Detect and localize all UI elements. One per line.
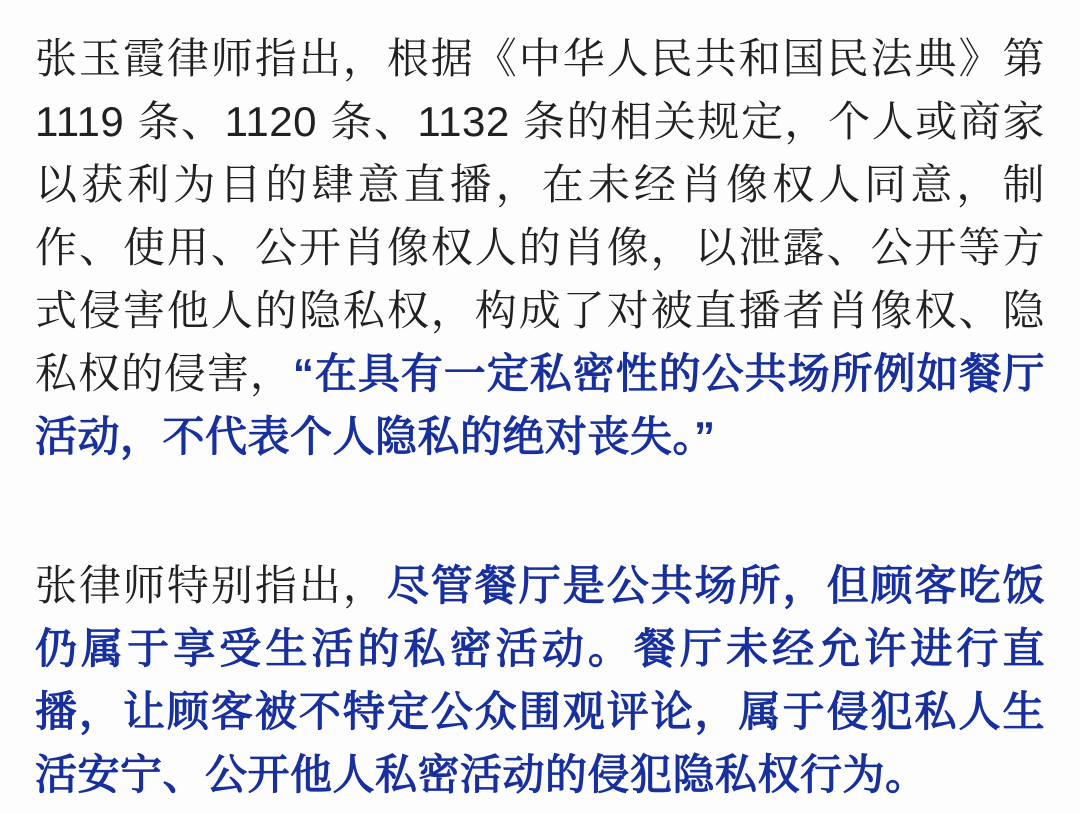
- paragraph-1-quoted-emphasis: “在具有一定私密性的公共场所例如餐厅活动，不代表个人隐私的绝对丧失。”: [35, 350, 1045, 460]
- paragraph-lawyer-opinion: [35, 554, 1045, 806]
- paragraph-1-plain-text: 张玉霞律师指出，根据《中华人民共和国民法典》第 1119 条、1120 条、1132 条的相关规定，个人或商家以获利为目的肆意直播，在未经肖像权人同意，制作、使用、公开肖像权人的肖像，以泄露、公开等方式侵害他人的隐私权，构成了对被直播者肖像权、隐私权的侵害，: [35, 35, 1045, 397]
- paragraph-2-emphasis: 尽管餐厅是公共场所，但顾客吃饭仍属于享受生活的私密活动。餐厅未经允许进行直播，让顾客被不特定公众围观评论，属于侵犯私人生活安宁、公开他人私密活动的侵犯隐私权行为。: [35, 562, 1045, 798]
- paragraph-legal-basis: [35, 27, 1045, 468]
- paragraph-2-plain-text: 张律师特别指出，: [35, 562, 387, 609]
